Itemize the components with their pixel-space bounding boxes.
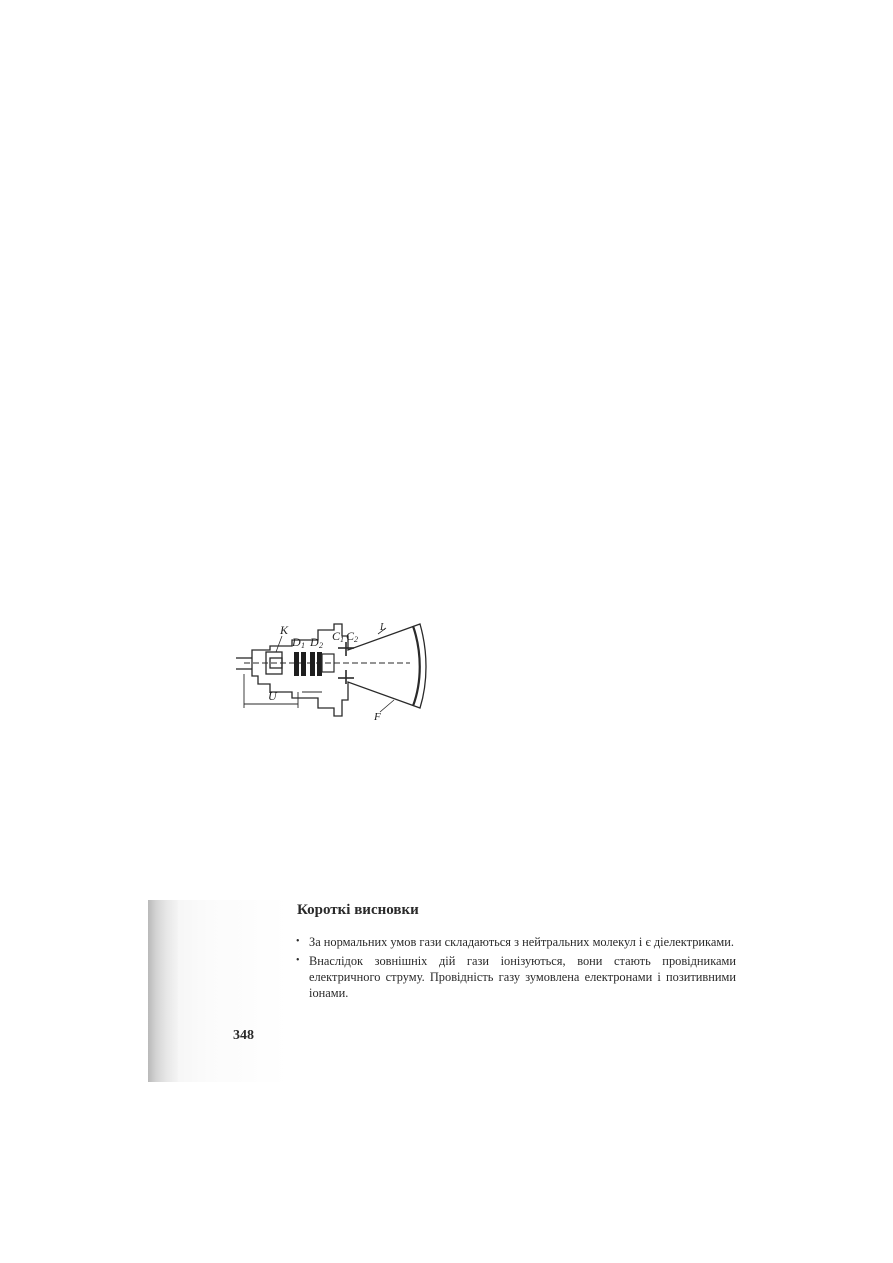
leader-f	[380, 700, 394, 712]
leader-k	[276, 636, 282, 652]
page-number: 348	[233, 1028, 254, 1043]
label-d2: D	[310, 635, 319, 649]
summary-list	[296, 934, 736, 1004]
screen-curve	[413, 626, 420, 706]
bullet-icon: •	[296, 955, 300, 966]
label-f: F	[374, 711, 381, 723]
label-d1-sub: 1	[301, 641, 305, 650]
label-k: K	[280, 623, 289, 637]
bullet-icon: •	[296, 936, 300, 947]
anode-d1-left	[294, 652, 299, 676]
crt-schematic	[230, 612, 445, 752]
label-d1: D	[292, 635, 301, 649]
label-u: U	[268, 689, 277, 703]
anode-d1-right	[301, 652, 306, 676]
summary-title: Короткі висновки	[297, 902, 419, 918]
label-c2-sub: 2	[354, 635, 358, 644]
label-c1: C	[332, 629, 341, 643]
anode-d2-right	[317, 652, 322, 676]
label-c1-sub: 1	[340, 635, 344, 644]
binding-shadow	[148, 900, 178, 1082]
label-d2-sub: 2	[319, 641, 323, 650]
crt-diagram	[230, 612, 445, 752]
list-item	[296, 953, 736, 1001]
label-c2: C	[346, 629, 355, 643]
anode-d2-left	[310, 652, 315, 676]
list-item-text: Внаслідок зовнішніх дій гази іонізуються, вони стають провідниками електричного струму. Провідність газу зумовлена електронами і позитивними іонами.	[309, 954, 736, 1000]
label-l: L	[380, 622, 386, 633]
list-item-text: За нормальних умов гази складаються з нейтральних молекул і є діелектриками.	[309, 935, 734, 949]
list-item	[296, 934, 736, 950]
